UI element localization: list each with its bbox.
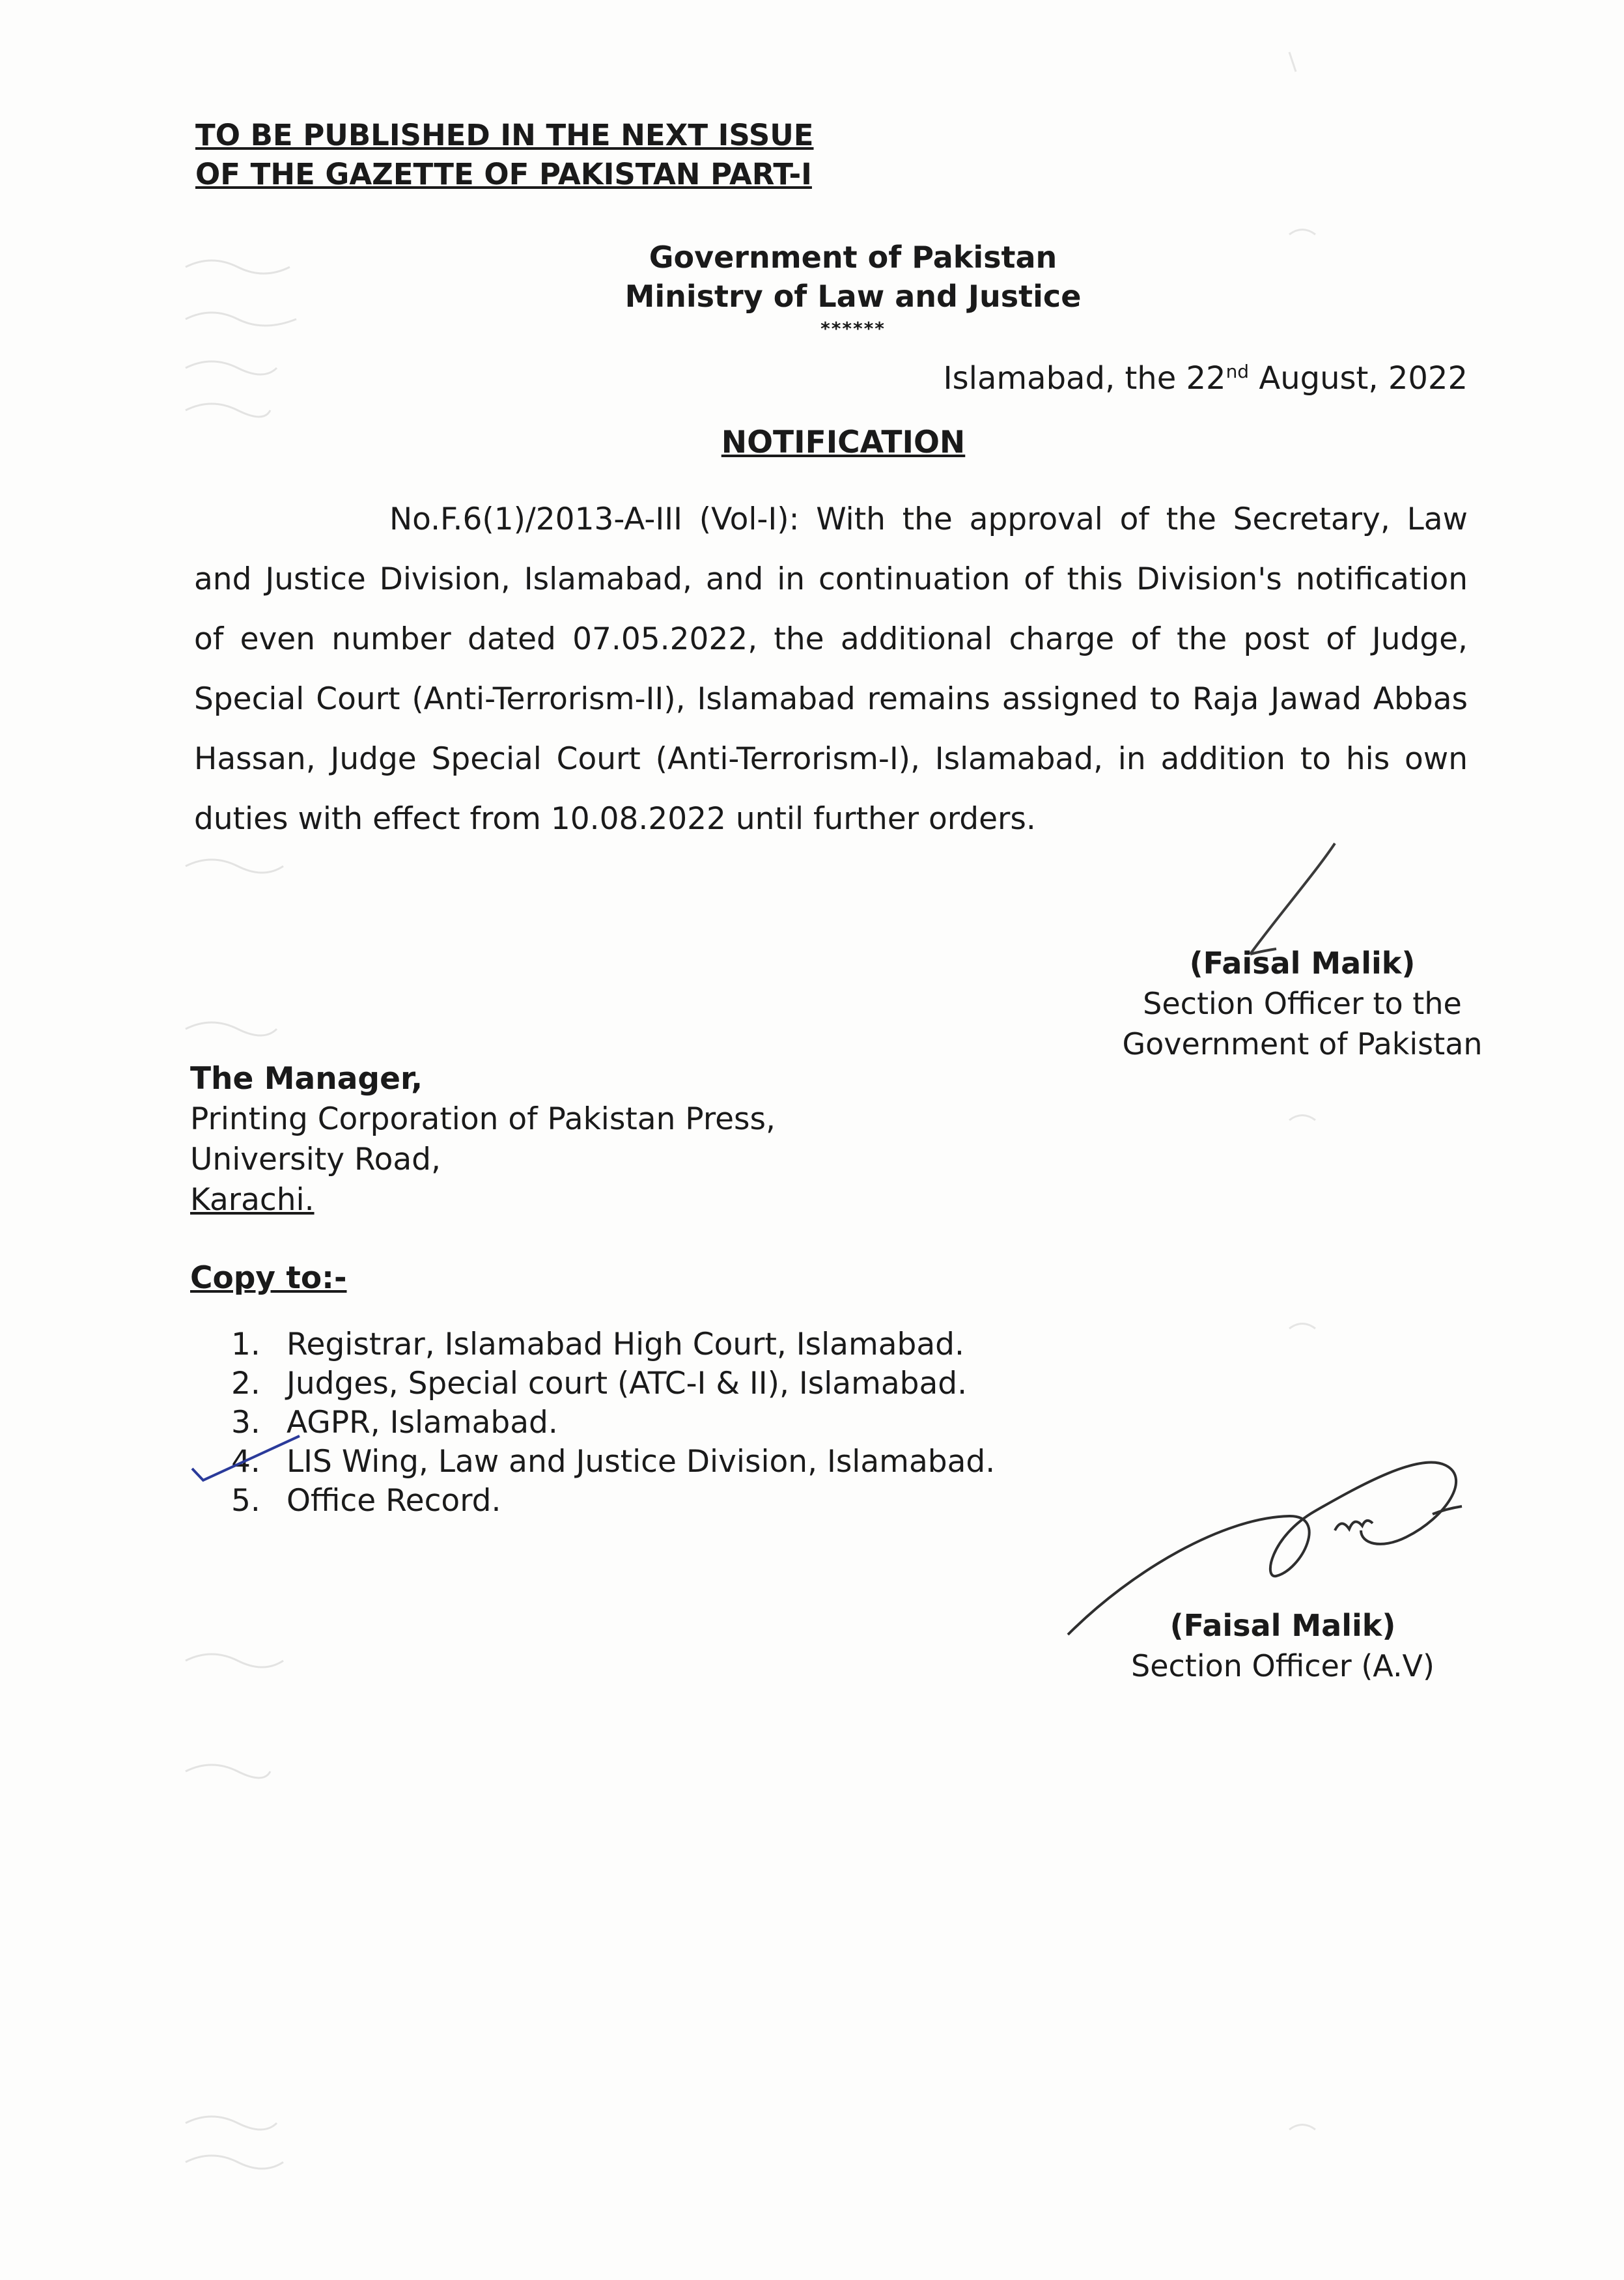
list-item-text: Office Record.: [287, 1483, 501, 1519]
ghost-stroke: [186, 361, 277, 374]
list-item-number: 2.: [231, 1366, 260, 1401]
addressee-title: The Manager,: [190, 1061, 423, 1097]
ghost-line: [182, 26, 191, 66]
list-item-text: LIS Wing, Law and Justice Division, Islamabad.: [287, 1444, 996, 1480]
notification-body-text: No.F.6(1)/2013-A-III (Vol-I): With the approval of the Secretary, Law and Justice Division, Islamabad, and in continuation of this Division's notification of even number dated 07.05.2022, the additional charge of the post of Judge, Special Court (Anti-Terrorism-II), Islamabad remains assigned to Raja Jawad Abbas Hassan, Judge Special Court (Anti-Terrorism-I), Islamabad, in addition to his own duties with effect from 10.08.2022 until further orders.: [194, 501, 1468, 837]
ministry-heading: Ministry of Law and Justice: [624, 279, 1082, 314]
bleed-through-right-marks: [1276, 13, 1472, 2260]
check-mark-stroke: [192, 1436, 300, 1480]
list-item-number: 4.: [231, 1444, 260, 1480]
signature-block-1: [1074, 943, 1530, 1064]
gazette-line-2: OF THE GAZETTE OF PAKISTAN PART-I: [195, 157, 812, 191]
list-item: [231, 1325, 995, 1364]
list-item-text: Judges, Special court (ATC-I & II), Islamabad.: [287, 1366, 968, 1401]
copy-to-heading: Copy to:-: [190, 1260, 347, 1296]
signatory-title: Section Officer (A.V): [1131, 1648, 1435, 1683]
addressee-line-2: University Road,: [190, 1142, 441, 1177]
signatory-name: (Faisal Malik): [1189, 946, 1416, 981]
notification-body: [194, 490, 1468, 849]
list-item: [231, 1482, 995, 1521]
date-prefix: Islamabad, the 22: [943, 360, 1226, 397]
government-heading: Government of Pakistan: [649, 240, 1057, 275]
addressee-line-1: Printing Corporation of Pakistan Press,: [190, 1101, 776, 1137]
list-item-number: 1.: [231, 1327, 260, 1362]
copy-to-list: [231, 1325, 995, 1521]
check-mark-icon: [189, 1429, 306, 1488]
date-rest: August, 2022: [1249, 360, 1468, 397]
ghost-stroke: [1289, 1116, 1315, 1121]
ghost-stroke: [186, 2117, 277, 2130]
ghost-stroke: [186, 2156, 283, 2169]
gazette-note: [195, 116, 814, 194]
bleed-through-left: [182, 26, 191, 66]
ghost-stroke: [186, 313, 296, 326]
date-ordinal: nd: [1225, 361, 1250, 382]
notification-heading: NOTIFICATION: [721, 425, 966, 460]
signature-tail: [1433, 1506, 1462, 1514]
list-item-number: 3.: [231, 1405, 260, 1441]
list-item: [231, 1364, 995, 1403]
ghost-stroke: [186, 860, 283, 873]
ghost-strokes-right: [1276, 13, 1472, 2260]
gazette-line-1: TO BE PUBLISHED IN THE NEXT ISSUE: [195, 118, 814, 152]
list-item-text: AGPR, Islamabad.: [287, 1405, 558, 1441]
signature-initials: [1335, 1521, 1373, 1530]
ghost-stroke: [186, 404, 270, 417]
addressee: [190, 1059, 776, 1220]
ghost-stroke: [1289, 1324, 1315, 1329]
ghost-stroke: [186, 1654, 283, 1667]
list-item: [231, 1403, 995, 1443]
signature-line: [1250, 843, 1335, 954]
ghost-stroke: [186, 1765, 270, 1778]
list-item-text: Registrar, Islamabad High Court, Islamabad.: [287, 1327, 964, 1362]
signatory-title-line-1: Section Officer to the: [1143, 986, 1462, 1021]
ghost-stroke: [1289, 230, 1315, 235]
ghost-stroke: [186, 260, 290, 274]
ghost-stroke: [1289, 2125, 1315, 2130]
list-item: [231, 1443, 995, 1482]
ghost-stroke: [186, 1022, 277, 1035]
signatory-name: (Faisal Malik): [1169, 1608, 1396, 1643]
dateline: [944, 360, 1468, 397]
list-item-number: 5.: [231, 1483, 260, 1519]
addressee-line-3: Karachi.: [190, 1182, 315, 1218]
signature-block-2: [1055, 1605, 1511, 1686]
separator-stars: ******: [820, 318, 886, 339]
ghost-stroke: [1289, 52, 1296, 72]
signatory-title-line-2: Government of Pakistan: [1122, 1026, 1483, 1062]
